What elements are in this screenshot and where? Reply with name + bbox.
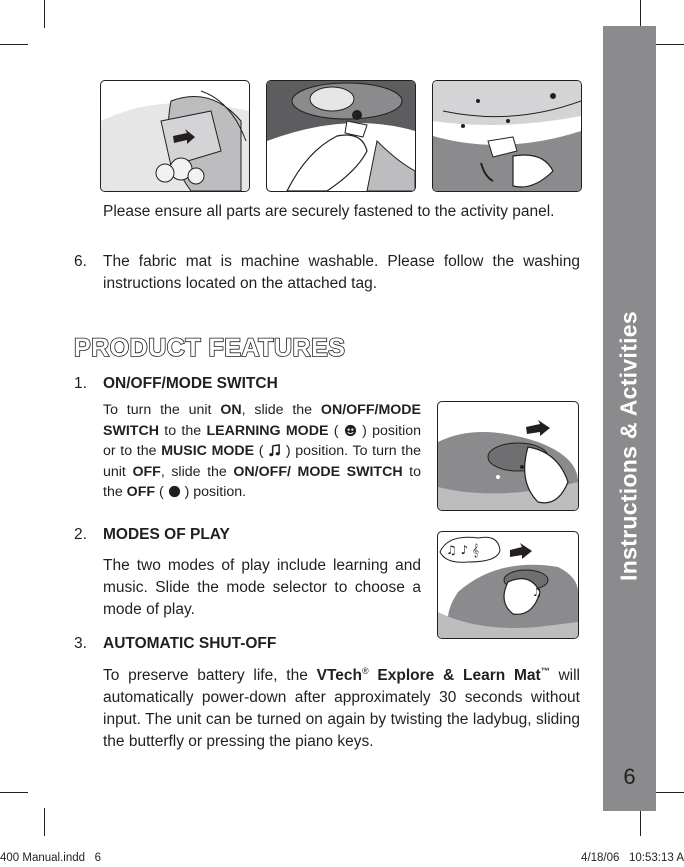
feature-2-text: The two modes of play include learning and music. Slide the mode selector to choose a mode of play. [103,557,421,618]
crop-mark-bottom-right-h [656,792,684,793]
illustration-mode-switch [437,401,579,511]
step-6-text: The fabric mat is machine washable. Please follow the washing instructions located on the attached tag. [103,253,580,292]
svg-text:♫ ♪ 𝄞: ♫ ♪ 𝄞 [446,543,480,557]
learning-mode-icon [344,424,357,437]
section-tab-title: Instructions & Activities [615,311,642,581]
off-position-icon [168,485,181,498]
illustration-panel-attach-3 [432,80,582,192]
footer-timestamp: 4/18/06 10:53:13 A [581,852,684,864]
product-features-heading: PRODUCT FEATURES [74,334,346,362]
section-tab [603,26,656,811]
assembly-note: Please ensure all parts are securely fastened to the activity panel. [103,203,555,220]
step-6-number: 6. [74,253,87,270]
feature-3-text: To preserve battery life, the VTech® Explore & Learn Mat™ will automatically power-down after approximately 30 seconds without input. The unit can be turned on again by twisting the ladybug, sliding the butterfly or pressing the piano keys. [103,666,580,751]
crop-mark-top-left [44,0,45,28]
feature-2-title: MODES OF PLAY [103,526,230,543]
music-mode-icon [268,444,281,457]
feature-1-number: 1. [74,375,87,392]
illustration-panel-attach-2 [266,80,416,192]
feature-1-text: To turn the unit ON, slide the ON/OFF/MODE SWITCH to the LEARNING MODE ( ) position or to the MUSIC MODE ( ) position. To turn the unit OFF, slide the ON/OFF/ MODE SWITCH to the OFF ( ) position. [103,402,422,500]
svg-text:♫: ♫ [532,586,542,599]
feature-3-number: 3. [74,635,87,652]
feature-1-title: ON/OFF/MODE SWITCH [103,375,278,392]
feature-3-title: AUTOMATIC SHUT-OFF [103,635,277,652]
crop-mark-top-right-h [656,44,684,45]
illustration-panel-attach-1 [100,80,250,192]
illustration-mode-selector [437,531,579,639]
footer-file-slug: 400 Manual.indd 6 [0,852,102,864]
page-number: 6 [623,764,636,789]
feature-2-number: 2. [74,526,87,543]
crop-mark-top-right [640,0,641,28]
crop-mark-bottom-left-h [0,792,28,793]
crop-mark-bottom-right [640,808,641,836]
crop-mark-bottom-left [44,808,45,836]
crop-mark-top-left-h [0,44,28,45]
